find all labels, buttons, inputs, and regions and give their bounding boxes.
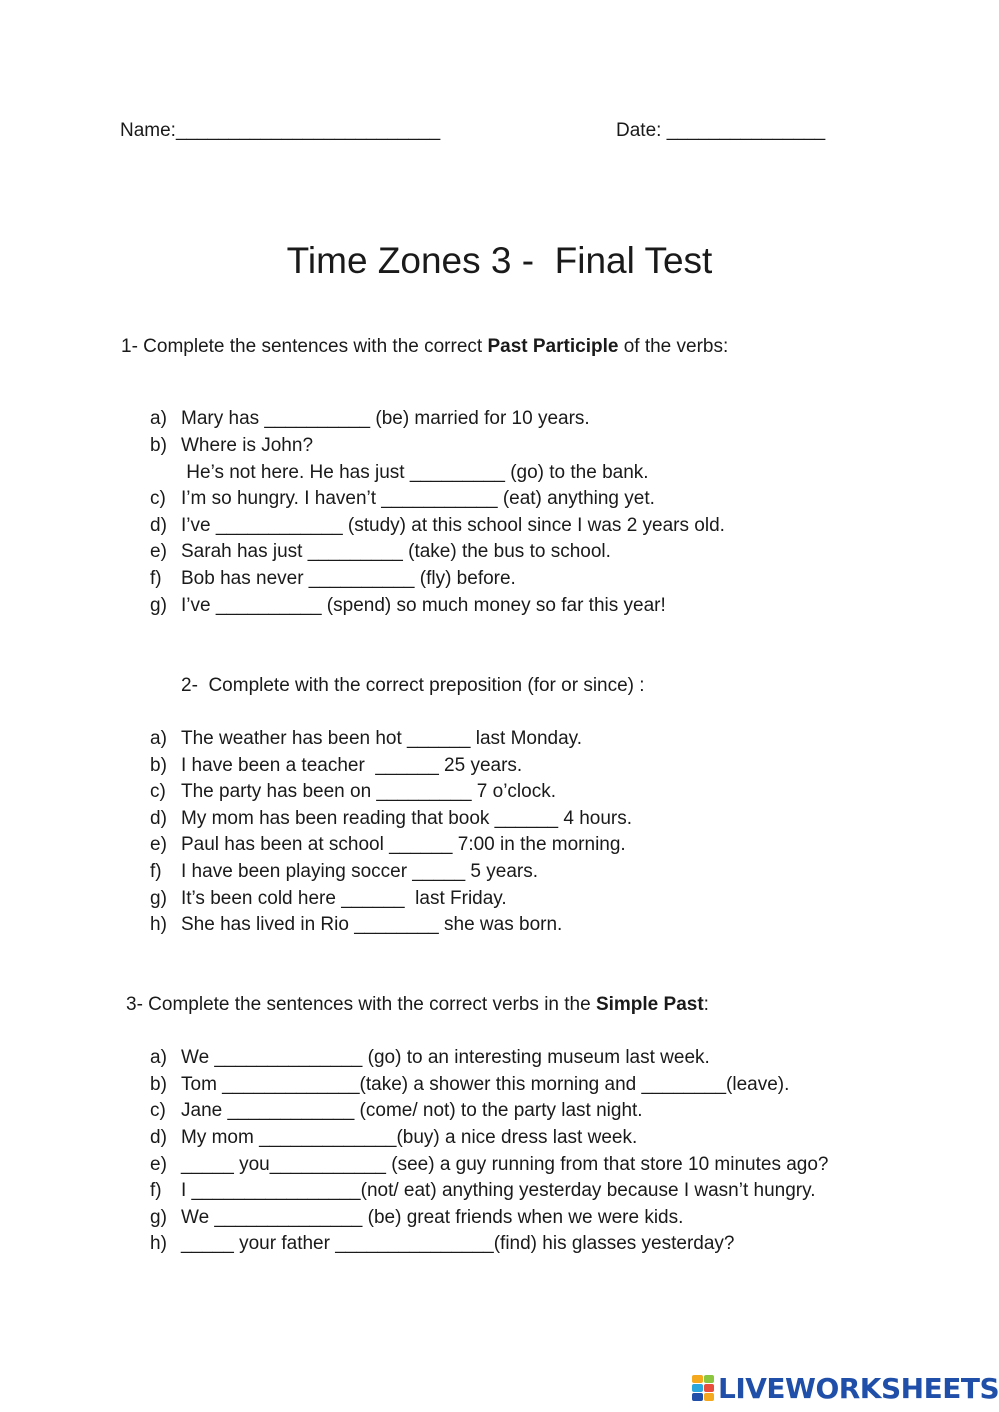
section2-question <box>150 888 507 910</box>
question-letter: f) <box>150 861 162 882</box>
section1-question <box>150 595 666 617</box>
question-text: I ________________(not/ eat) anything yesterday because I wasn’t hungry. <box>181 1180 816 1201</box>
question-letter: a) <box>150 728 167 749</box>
question-letter: d) <box>150 808 167 829</box>
question-letter: g) <box>150 595 167 616</box>
question-letter: g) <box>150 1207 167 1228</box>
question-text: Bob has never __________ (fly) before. <box>181 568 516 589</box>
name-field-label: Name:_________________________ <box>120 120 441 141</box>
section2-instructions: 2- Complete with the correct preposition (for or since) : <box>181 675 645 696</box>
question-text: Jane ____________ (come/ not) to the party last night. <box>181 1100 643 1121</box>
section2-question <box>150 781 556 803</box>
question-text: I’ve __________ (spend) so much money so far this year! <box>181 595 666 616</box>
section2-question <box>150 728 582 750</box>
section1-intro-tail: of the verbs: <box>618 336 729 357</box>
question-letter: c) <box>150 1100 166 1121</box>
section3-question <box>150 1074 789 1096</box>
question-letter: h) <box>150 914 167 935</box>
question-text: I’m so hungry. I haven’t ___________ (eat) anything yet. <box>181 488 655 509</box>
liveworksheets-wordmark: LIVEWORKSHEETS <box>718 1371 999 1405</box>
question-letter: e) <box>150 834 167 855</box>
question-letter: b) <box>150 435 167 456</box>
question-text: Mary has __________ (be) married for 10 years. <box>181 408 590 429</box>
section1-question <box>150 408 590 430</box>
question-letter: f) <box>150 568 162 589</box>
section3-instructions <box>126 994 709 1016</box>
question-letter: d) <box>150 515 167 536</box>
section1-intro-bold: Past Participle <box>487 336 619 357</box>
question-text: Where is John? <box>181 435 314 456</box>
section1-question <box>150 568 516 590</box>
page-title: Time Zones 3 - Final Test <box>286 240 713 281</box>
section3-question <box>150 1100 643 1122</box>
question-text: _____ your father _______________(find) his glasses yesterday? <box>181 1233 735 1254</box>
section2-question <box>150 861 538 883</box>
section2-question <box>150 914 562 936</box>
section3-intro-bold: Simple Past <box>595 994 704 1015</box>
question-text: Tom _____________(take) a shower this morning and ________(leave). <box>181 1074 790 1095</box>
section3-intro-text: 3- Complete the sentences with the correct verbs in the <box>126 994 596 1015</box>
question-letter: g) <box>150 888 167 909</box>
question-text: It’s been cold here ______ last Friday. <box>181 888 507 909</box>
question-letter: a) <box>150 408 167 429</box>
section2-question <box>150 834 626 856</box>
section3-question <box>150 1127 637 1149</box>
section3-question <box>150 1233 735 1255</box>
question-letter: b) <box>150 1074 167 1095</box>
question-letter: h) <box>150 1233 167 1254</box>
question-text: We ______________ (be) great friends when we were kids. <box>181 1207 684 1228</box>
section1-instructions <box>121 336 728 358</box>
question-text: I have been playing soccer _____ 5 years. <box>181 861 539 882</box>
question-text: The party has been on _________ 7 o’clock. <box>181 781 556 802</box>
question-letter: c) <box>150 781 166 802</box>
question-letter: f) <box>150 1180 162 1201</box>
question-text: I have been a teacher ______ 25 years. <box>181 755 523 776</box>
liveworksheets-logo <box>692 1372 999 1404</box>
question-text: My mom has been reading that book ______ 4 hours. <box>181 808 633 829</box>
question-text: He’s not here. He has just _________ (go) to the bank. <box>181 462 649 483</box>
question-letter: c) <box>150 488 166 509</box>
section1-question <box>150 541 611 563</box>
date-field-label: Date: _______________ <box>616 120 826 141</box>
question-letter: e) <box>150 1154 167 1175</box>
section1-intro-text: 1- Complete the sentences with the correct <box>121 336 488 357</box>
section1-question <box>150 488 655 510</box>
question-text: Paul has been at school ______ 7:00 in the morning. <box>181 834 626 855</box>
question-letter: d) <box>150 1127 167 1148</box>
question-letter: b) <box>150 755 167 776</box>
section1-question <box>150 515 725 537</box>
question-letter: e) <box>150 541 167 562</box>
question-text: She has lived in Rio ________ she was born. <box>181 914 563 935</box>
question-text: We ______________ (go) to an interesting museum last week. <box>181 1047 710 1068</box>
section3-question <box>150 1047 710 1069</box>
section2-question <box>150 755 522 777</box>
question-text: I’ve ____________ (study) at this school since I was 2 years old. <box>181 515 725 536</box>
question-text: _____ you___________ (see) a guy running from that store 10 minutes ago? <box>181 1154 829 1175</box>
section3-intro-tail: : <box>703 994 709 1015</box>
section2-question <box>150 808 632 830</box>
question-text: My mom _____________(buy) a nice dress last week. <box>181 1127 638 1148</box>
section3-question <box>150 1154 829 1176</box>
section1-question-continued <box>150 462 649 484</box>
question-letter: a) <box>150 1047 167 1068</box>
question-text: The weather has been hot ______ last Monday. <box>181 728 583 749</box>
section1-question <box>150 435 313 457</box>
section3-question <box>150 1180 815 1202</box>
section3-question <box>150 1207 683 1229</box>
question-text: Sarah has just _________ (take) the bus to school. <box>181 541 611 562</box>
liveworksheets-mark-icon <box>692 1375 714 1401</box>
